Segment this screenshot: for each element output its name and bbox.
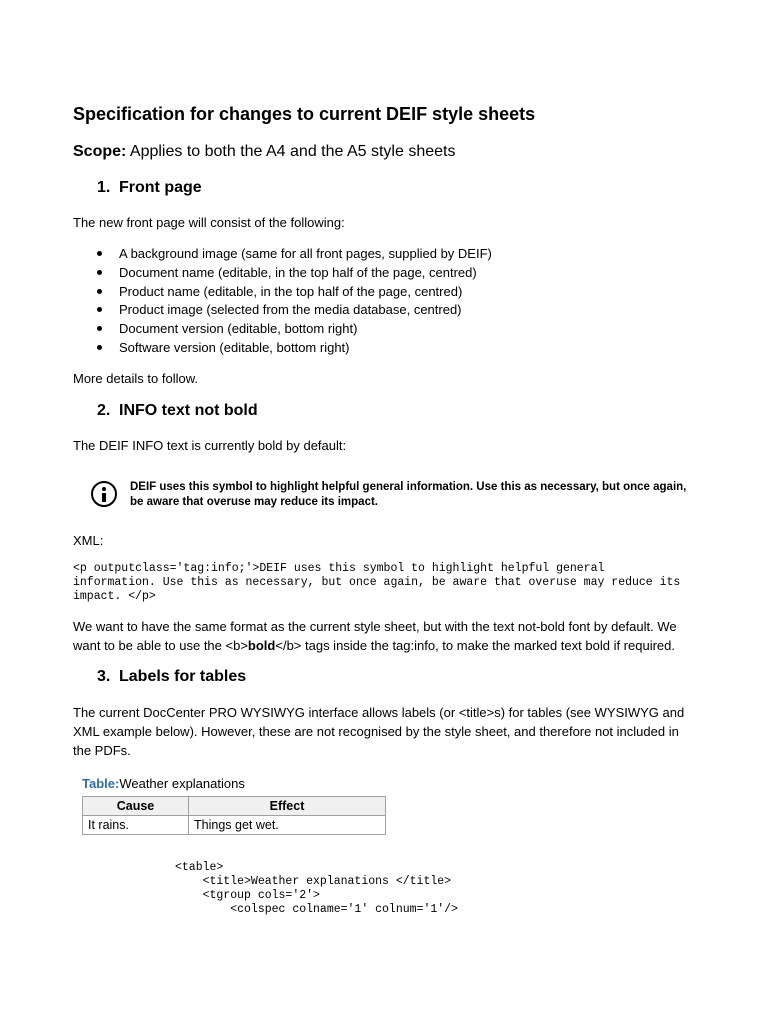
- table-caption-label: Table:: [82, 776, 120, 791]
- example-table: [82, 796, 386, 835]
- list-item: A background image (same for all front pages, supplied by DEIF): [73, 245, 492, 264]
- front-page-outro: More details to follow.: [73, 371, 199, 386]
- document-title: Specification for changes to current DEIF style sheets: [73, 104, 536, 124]
- table-cell: Things get wet.: [189, 816, 386, 835]
- info-example-text: DEIF uses this symbol to highlight helpful general information. Use this as necessary, but once again, be aware that overuse may reduce its impact.: [130, 481, 687, 508]
- front-page-intro: The new front page will consist of the following:: [73, 215, 345, 230]
- list-item: Product image (selected from the media database, centred): [73, 301, 492, 320]
- xml-label: XML:: [73, 533, 104, 548]
- table-header-cell: Effect: [189, 797, 386, 816]
- xml-code-info: <p outputclass='tag:info;'>DEIF uses this symbol to highlight helpful general information. Use this as necessary, but once again, be aware that overuse may reduce its impact. </p>: [73, 562, 681, 603]
- list-item: Product name (editable, in the top half of the page, centred): [73, 283, 492, 302]
- section-heading-info-text: [97, 402, 258, 420]
- info-paragraph-text: We want to have the same format as the current style sheet, but with the text not-bold font by default. We want to be able to use the <b>: [73, 619, 677, 653]
- info-paragraph-text-end: </b> tags inside the tag:info, to make the marked text bold if required.: [275, 638, 675, 653]
- table-cell: It rains.: [83, 816, 189, 835]
- section-number: 2.: [97, 402, 111, 419]
- table-header-row: [83, 797, 386, 816]
- info-paragraph: [73, 617, 698, 655]
- bold-word: bold: [247, 638, 276, 653]
- table-row: [83, 816, 386, 835]
- section-title: INFO text not bold: [119, 402, 258, 419]
- list-item: Document version (editable, bottom right): [73, 320, 492, 339]
- list-item: Software version (editable, bottom right): [73, 339, 492, 358]
- info-intro: The DEIF INFO text is currently bold by default:: [73, 438, 347, 453]
- table-header-cell: Cause: [83, 797, 189, 816]
- info-icon: [91, 481, 117, 507]
- table-caption-text: Weather explanations: [119, 776, 245, 791]
- xml-code-table: <table> <title>Weather explanations </title> <tgroup cols='2'> <colspec colname='1' colnum='1'/>: [175, 861, 458, 916]
- table-caption: [82, 776, 245, 791]
- scope-label: Scope:: [73, 143, 127, 160]
- section-title: Labels for tables: [119, 668, 247, 685]
- list-item: Document name (editable, in the top half of the page, centred): [73, 264, 492, 283]
- scope-line: [73, 143, 455, 161]
- section-heading-front-page: [97, 179, 202, 197]
- info-example: [89, 478, 709, 518]
- front-page-list: [73, 245, 492, 358]
- scope-text: Applies to both the A4 and the A5 style sheets: [126, 143, 456, 160]
- section-heading-labels: [97, 668, 246, 686]
- section-title: Front page: [119, 179, 202, 196]
- section-number: 3.: [97, 668, 111, 685]
- section-number: 1.: [97, 179, 111, 196]
- labels-paragraph: The current DocCenter PRO WYSIWYG interface allows labels (or <title>s) for tables (see WYSIWYG and XML example below). However, these are not recognised by the style sheet, and therefore not included in the PDFs.: [73, 705, 685, 758]
